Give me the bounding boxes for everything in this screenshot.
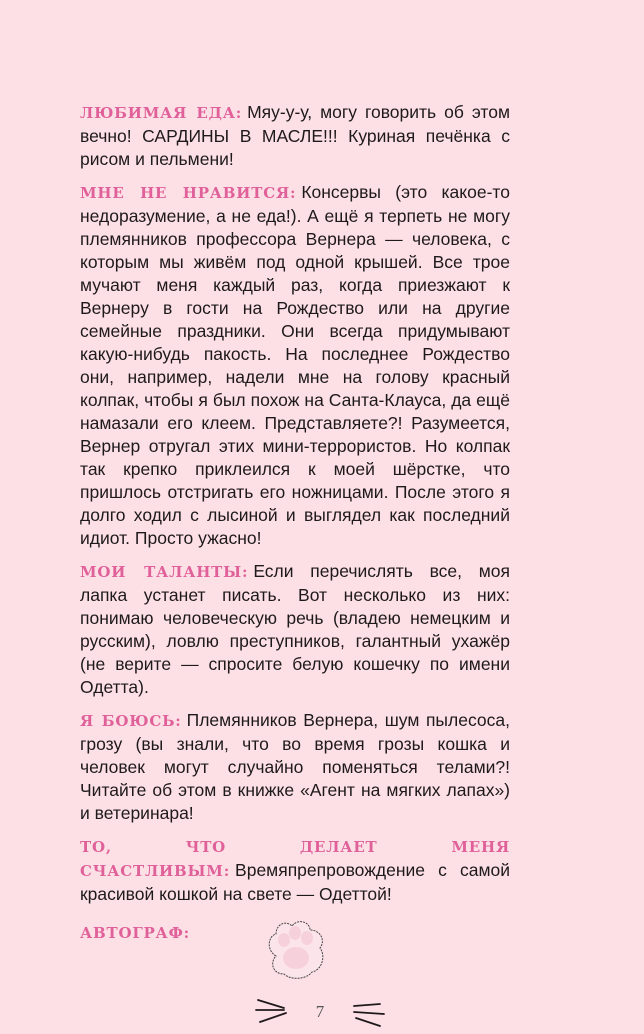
section-text: Племянников Вернера, шум пылесоса, грозу (вы знали, что во время грозы кошка и человек могут случайно поменяться телами?! Читайте об этом в книжке «Агент на мягких лапах») и ветеринара!: [80, 710, 510, 823]
section-label: Я БОЮСЬ:: [80, 712, 182, 730]
page-body: [80, 0, 510, 1034]
page-number: 7: [315, 1002, 325, 1021]
section-text: Консервы (это какое-то недоразумение, а не еда!). А ещё я терпеть не могу племянников профессора Вернера — человека, с которым мы живём под одной крышей. Все трое мучают меня каждый раз, когда приезжают к Вернеру в гости на Рождество или на другие семейные праздники. Они всегда придумывают какую-нибудь пакость. На последнее Рождество они, например, надели мне на голову красный колпак, чтобы я был похож на Санта-Клауса, да ещё намазали его клеем. Представляете?! Разумеется, Вернер отругал этих мини-террористов. Но колпак так крепко приклеился к моей шёрстке, что пришлось отстригать его ножницами. После этого я долго ходил с лысиной и выглядел как последний идиот. Просто ужасно!: [80, 182, 510, 548]
section-label: ТО, ЧТО ДЕЛАЕТ МЕНЯ СЧАСТЛИВЫМ:: [80, 838, 510, 880]
section-happiness: [80, 835, 510, 906]
section-text: Времяпрепровождение с самой красивой кошкой на свете — Одеттой!: [80, 860, 510, 904]
section-fears: [80, 709, 510, 825]
section-label: ЛЮБИМАЯ ЕДА:: [80, 104, 243, 122]
paw-print-icon: [262, 916, 330, 982]
autograph-label: АВТОГРАФ:: [80, 924, 190, 942]
section-text: Мяу-у-у, могу говорить об этом вечно! САРДИНЫ В МАСЛЕ!!! Куриная печёнка с рисом и пельмени!: [80, 102, 510, 169]
section-label: МОИ ТАЛАНТЫ:: [80, 563, 249, 581]
section-dislikes: [80, 181, 510, 550]
section-label: МНЕ НЕ НРАВИТСЯ:: [80, 184, 297, 202]
section-text: Если перечислять все, моя лапка устанет писать. Вот несколько из них: понимаю человеческую речь (владею немецким и русским), ловлю преступников, галантный ухажёр (не верите — спросите белую кошечку по имени Одетта).: [80, 561, 511, 697]
autograph-row: [80, 916, 510, 988]
section-favorite-food: [80, 101, 510, 171]
page-footer: [250, 994, 390, 1034]
section-talents: [80, 560, 510, 699]
